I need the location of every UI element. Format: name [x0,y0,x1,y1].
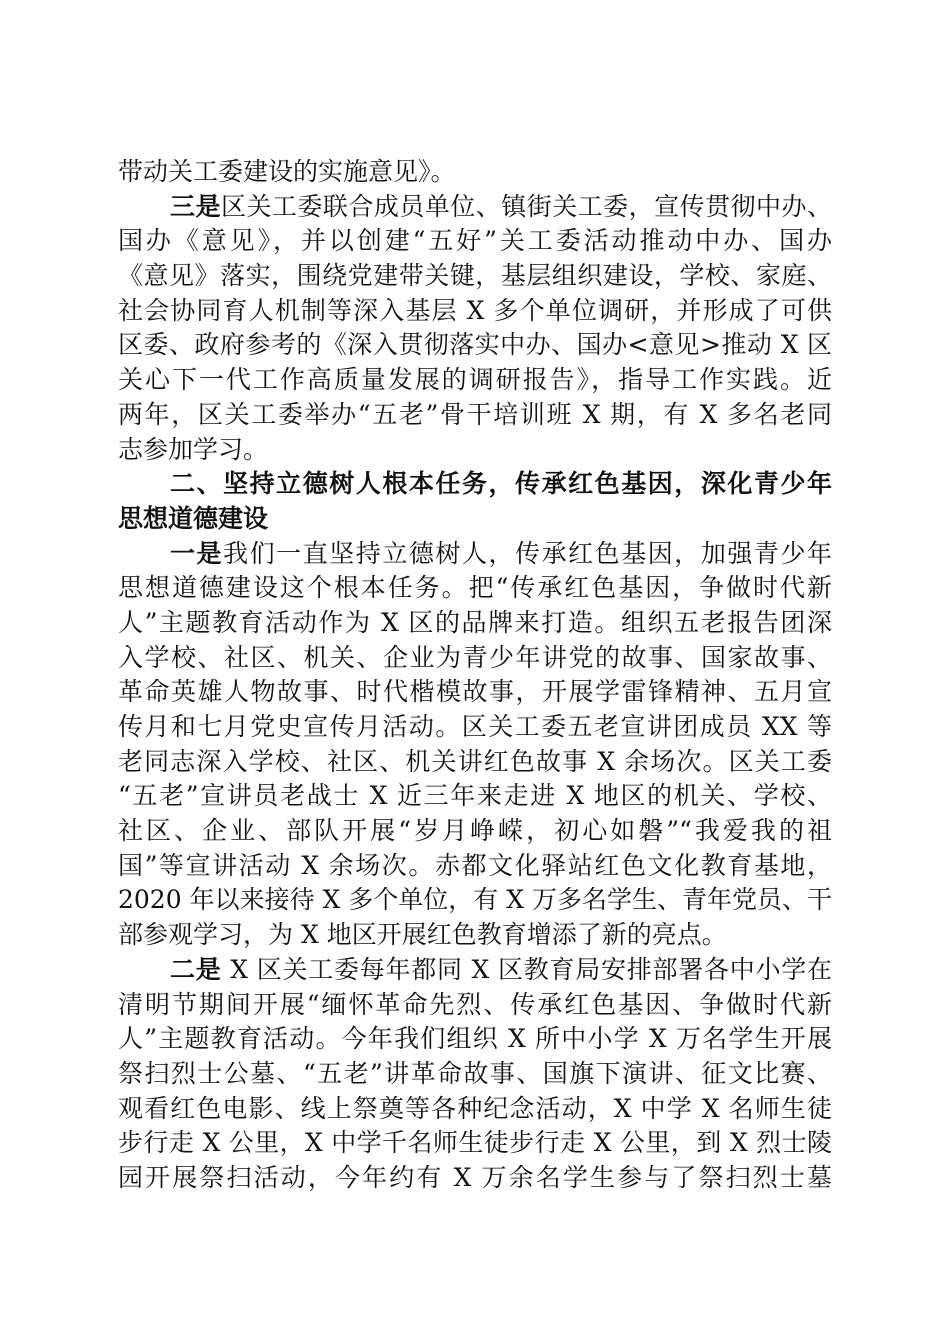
heading-line: 思想道德建设 [118,503,269,533]
text-line: 2020 年以来接待 X 多个单位，有 X 万多名学生、青年党员、干 [118,885,832,915]
paragraph-point-two [118,953,832,1196]
text-line: 人”主题教育活动。今年我们组织 X 所中小学 X 万名学生开展 [118,1024,832,1054]
text-line: 两年，区关工委举办“五老”骨干培训班 X 期，有 X 多名老同 [118,399,832,429]
text-line: 园开展祭扫活动，今年约有 X 万余名学生参与了祭扫烈士墓 [118,1162,832,1192]
text-line: 志参加学习。 [118,434,269,464]
text-line: 关心下一代工作高质量发展的调研报告》，指导工作实践。近 [118,365,832,395]
text-line: 国”等宣讲活动 X 余场次。赤都文化驿站红色文化教育基地， [118,850,832,880]
text-line: 区委、政府参考的《深入贯彻落实中办、国办<意见>推动 X 区 [118,330,832,360]
paragraph-point-one [118,537,832,953]
paragraph-point-three [118,190,832,468]
text-line: 社区、企业、部队开展“岁月峥嵘，初心如磐”“我爱我的祖 [118,816,832,846]
text-line: 入学校、社区、机关、企业为青少年讲党的故事、国家故事、 [118,642,832,672]
document-body [118,155,832,1196]
text-line: 部参观学习，为 X 地区开展红色教育增添了新的亮点。 [118,920,727,950]
heading-line: 二、坚持立德树人根本任务，传承红色基因，深化青少年 [170,469,832,499]
text-line: 带动关工委建设的实施意见》。 [118,157,456,186]
paragraph-continuation [118,155,832,190]
text-line: “五老”宣讲员老战士 X 近三年来走进 X 地区的机关、学校、 [118,781,832,811]
paragraph-lead: 一是 [170,538,224,568]
paragraph-lead: 二是 [170,954,222,984]
text-line [118,190,832,225]
text-line: 国办《意见》，并以创建“五好”关工委活动推动中办、国办 [118,226,832,256]
text-run: 我们一直坚持立德树人，传承红色基因，加强青少年 [223,538,832,568]
text-line: 老同志深入学校、社区、机关讲红色故事 X 余场次。区关工委 [118,746,832,776]
text-line: 祭扫烈士公墓、“五老”讲革命故事、国旗下演讲、征文比赛、 [118,1058,832,1088]
text-line [118,953,832,988]
paragraph-lead: 三是 [170,191,221,221]
text-line [118,537,832,572]
text-line: 传月和七月党史宣传月活动。区关工委五老宣讲团成员 XX 等 [118,712,832,741]
text-line: 革命英雄人物故事、时代楷模故事，开展学雷锋精神、五月宣 [118,677,832,707]
text-line: 步行走 X 公里，X 中学千名师生徒步行走 X 公里，到 X 烈士陵 [118,1128,832,1158]
text-line: 《意见》落实，围绕党建带关键，基层组织建设，学校、家庭、 [118,261,832,291]
text-line: 思想道德建设这个根本任务。把“传承红色基因，争做时代新 [118,573,832,603]
text-line: 清明节期间开展“缅怀革命先烈、传承红色基因、争做时代新 [118,989,832,1019]
section-heading [118,467,832,536]
text-run: 区关工委联合成员单位、镇街关工委，宣传贯彻中办、 [220,191,832,221]
text-line: 人”主题教育活动作为 X 区的品牌来打造。组织五老报告团深 [118,607,832,637]
text-line: 观看红色电影、线上祭奠等各种纪念活动，X 中学 X 名师生徒 [118,1093,832,1123]
text-run: X 区关工委每年都同 X 区教育局安排部署各中小学在 [221,954,832,984]
text-line: 社会协同育人机制等深入基层 X 多个单位调研，并形成了可供 [118,295,832,325]
